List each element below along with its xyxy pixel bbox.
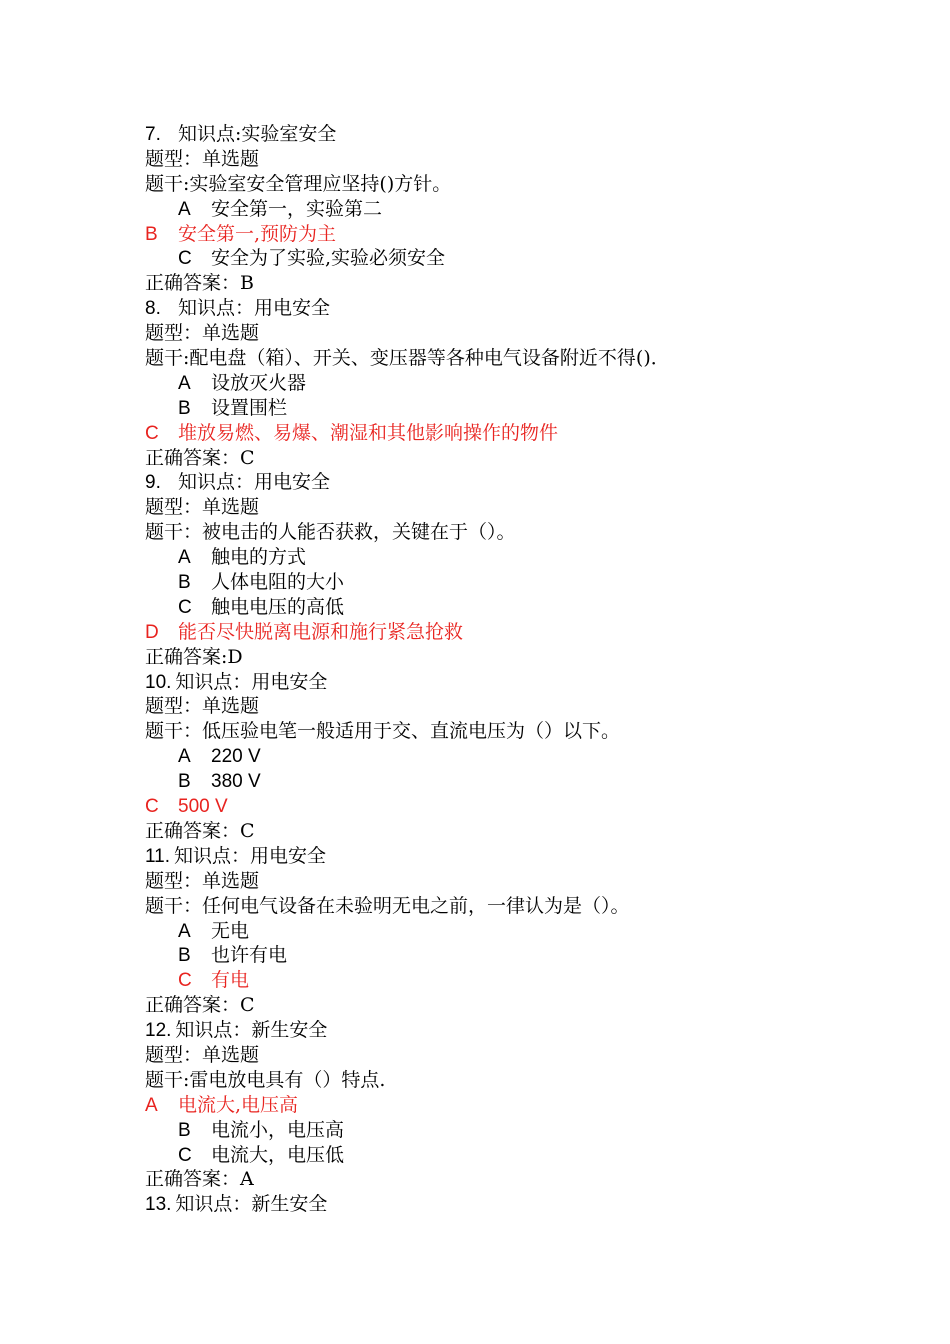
correct-answer: 正确答案：C <box>145 819 255 842</box>
option-letter: B <box>178 771 191 793</box>
option-text: 电流小，电压高 <box>211 1118 345 1141</box>
option-text: 安全为了实验,实验必须安全 <box>211 247 446 270</box>
question-number: 9. <box>145 472 161 494</box>
option-letter: A <box>178 372 191 394</box>
question-stem: 题干:配电盘（箱）、开关、变压器等各种电气设备附近不得()． <box>145 347 670 370</box>
option <box>145 919 905 944</box>
option-correct <box>145 794 905 819</box>
question-number: 8. <box>145 298 161 320</box>
knowledge-point: 知识点:实验室安全 <box>178 123 337 145</box>
question-header <box>145 122 905 147</box>
correct-answer: 正确答案:D <box>145 645 243 668</box>
option-text: 安全第一，实验第二 <box>211 197 383 220</box>
option <box>145 197 905 222</box>
option-correct <box>145 222 905 247</box>
option-letter: C <box>178 596 192 618</box>
option-text: 也许有电 <box>211 944 288 967</box>
question-block <box>145 1192 905 1217</box>
option-text: 电流大，电压低 <box>211 1143 345 1166</box>
option <box>145 371 905 396</box>
document-body <box>145 122 905 1217</box>
knowledge-point: 知识点：新生安全 <box>175 1019 328 1042</box>
knowledge-point: 知识点：用电安全 <box>178 471 331 494</box>
question-block <box>145 844 905 1018</box>
option-text: 安全第一,预防为主 <box>178 222 337 245</box>
option-letter: C <box>145 796 159 818</box>
option <box>145 396 905 421</box>
question-stem: 题干：低压验电笔一般适用于交、直流电压为（）以下。 <box>145 720 621 743</box>
question-header <box>145 1192 905 1217</box>
option-letter: A <box>145 1094 158 1116</box>
option-text: 人体电阻的大小 <box>211 571 345 594</box>
question-number: 7. <box>145 124 161 145</box>
option-correct <box>145 620 905 645</box>
option-letter: B <box>178 397 191 419</box>
option <box>145 1118 905 1143</box>
option-letter: B <box>178 572 191 594</box>
question-type: 题型：单选题 <box>145 695 260 718</box>
option-text: 堆放易燃、易爆、潮湿和其他影响操作的物件 <box>178 421 559 444</box>
option <box>145 570 905 595</box>
question-stem: 题干：被电击的人能否获救，关键在于（）。 <box>145 521 516 544</box>
option-correct <box>145 1093 905 1118</box>
correct-answer: 正确答案：C <box>145 994 255 1017</box>
question-block <box>145 470 905 669</box>
option <box>145 545 905 570</box>
correct-answer: 正确答案：A <box>145 1168 254 1191</box>
option-letter: B <box>145 223 158 245</box>
option-text: 电流大,电压高 <box>178 1093 299 1116</box>
option-text: 无电 <box>211 919 250 942</box>
question-header <box>145 470 905 495</box>
knowledge-point: 知识点：用电安全 <box>175 670 328 693</box>
question-type: 题型：单选题 <box>145 869 260 892</box>
question-header <box>145 1018 905 1043</box>
option-text: 设放灭火器 <box>211 371 307 394</box>
option-letter: A <box>178 920 191 942</box>
option-text: 触电的方式 <box>211 546 307 569</box>
question-header <box>145 844 905 869</box>
question-block <box>145 670 905 844</box>
option <box>145 246 905 271</box>
option-letter: A <box>178 198 191 220</box>
question-type: 题型：单选题 <box>145 1043 260 1066</box>
option <box>145 1143 905 1168</box>
knowledge-point: 知识点：用电安全 <box>174 844 327 867</box>
option-letter: A <box>178 547 191 569</box>
option-text: 设置围栏 <box>211 396 288 419</box>
question-type: 题型：单选题 <box>145 496 260 519</box>
option-letter: C <box>178 1144 192 1166</box>
option-text: 有电 <box>211 969 250 992</box>
question-number: 12. <box>145 1020 172 1042</box>
question-number: 10. <box>145 671 172 693</box>
question-block <box>145 122 905 296</box>
option-letter: C <box>145 422 159 444</box>
question-type: 题型：单选题 <box>145 322 260 345</box>
question-stem: 题干：任何电气设备在未验明无电之前，一律认为是（）。 <box>145 894 630 917</box>
option-letter: C <box>178 970 192 992</box>
question-number: 13. <box>145 1194 172 1216</box>
option-letter: D <box>145 621 159 643</box>
question-number: 11. <box>145 845 171 867</box>
question-stem: 题干:实验室安全管理应坚持()方针。 <box>145 172 452 195</box>
option-letter: B <box>178 945 191 967</box>
option <box>145 744 905 769</box>
question-type: 题型：单选题 <box>145 147 260 170</box>
question-block <box>145 296 905 470</box>
question-stem: 题干:雷电放电具有（）特点. <box>145 1068 386 1091</box>
question-block <box>145 1018 905 1192</box>
question-header <box>145 670 905 695</box>
option-text: 500 V <box>178 796 228 818</box>
option <box>145 595 905 620</box>
option-letter: A <box>178 746 191 768</box>
knowledge-point: 知识点：新生安全 <box>175 1193 328 1216</box>
question-header <box>145 296 905 321</box>
option-correct <box>145 968 905 993</box>
correct-answer: 正确答案：B <box>145 272 254 295</box>
option <box>145 943 905 968</box>
option-text: 能否尽快脱离电源和施行紧急抢救 <box>178 620 464 643</box>
option-text: 220 V <box>211 746 261 768</box>
option-letter: C <box>178 248 192 270</box>
knowledge-point: 知识点：用电安全 <box>178 297 331 320</box>
option-correct <box>145 421 905 446</box>
option <box>145 769 905 794</box>
option-letter: B <box>178 1119 191 1141</box>
option-text: 380 V <box>211 771 261 793</box>
option-text: 触电电压的高低 <box>211 595 345 618</box>
correct-answer: 正确答案：C <box>145 446 255 469</box>
